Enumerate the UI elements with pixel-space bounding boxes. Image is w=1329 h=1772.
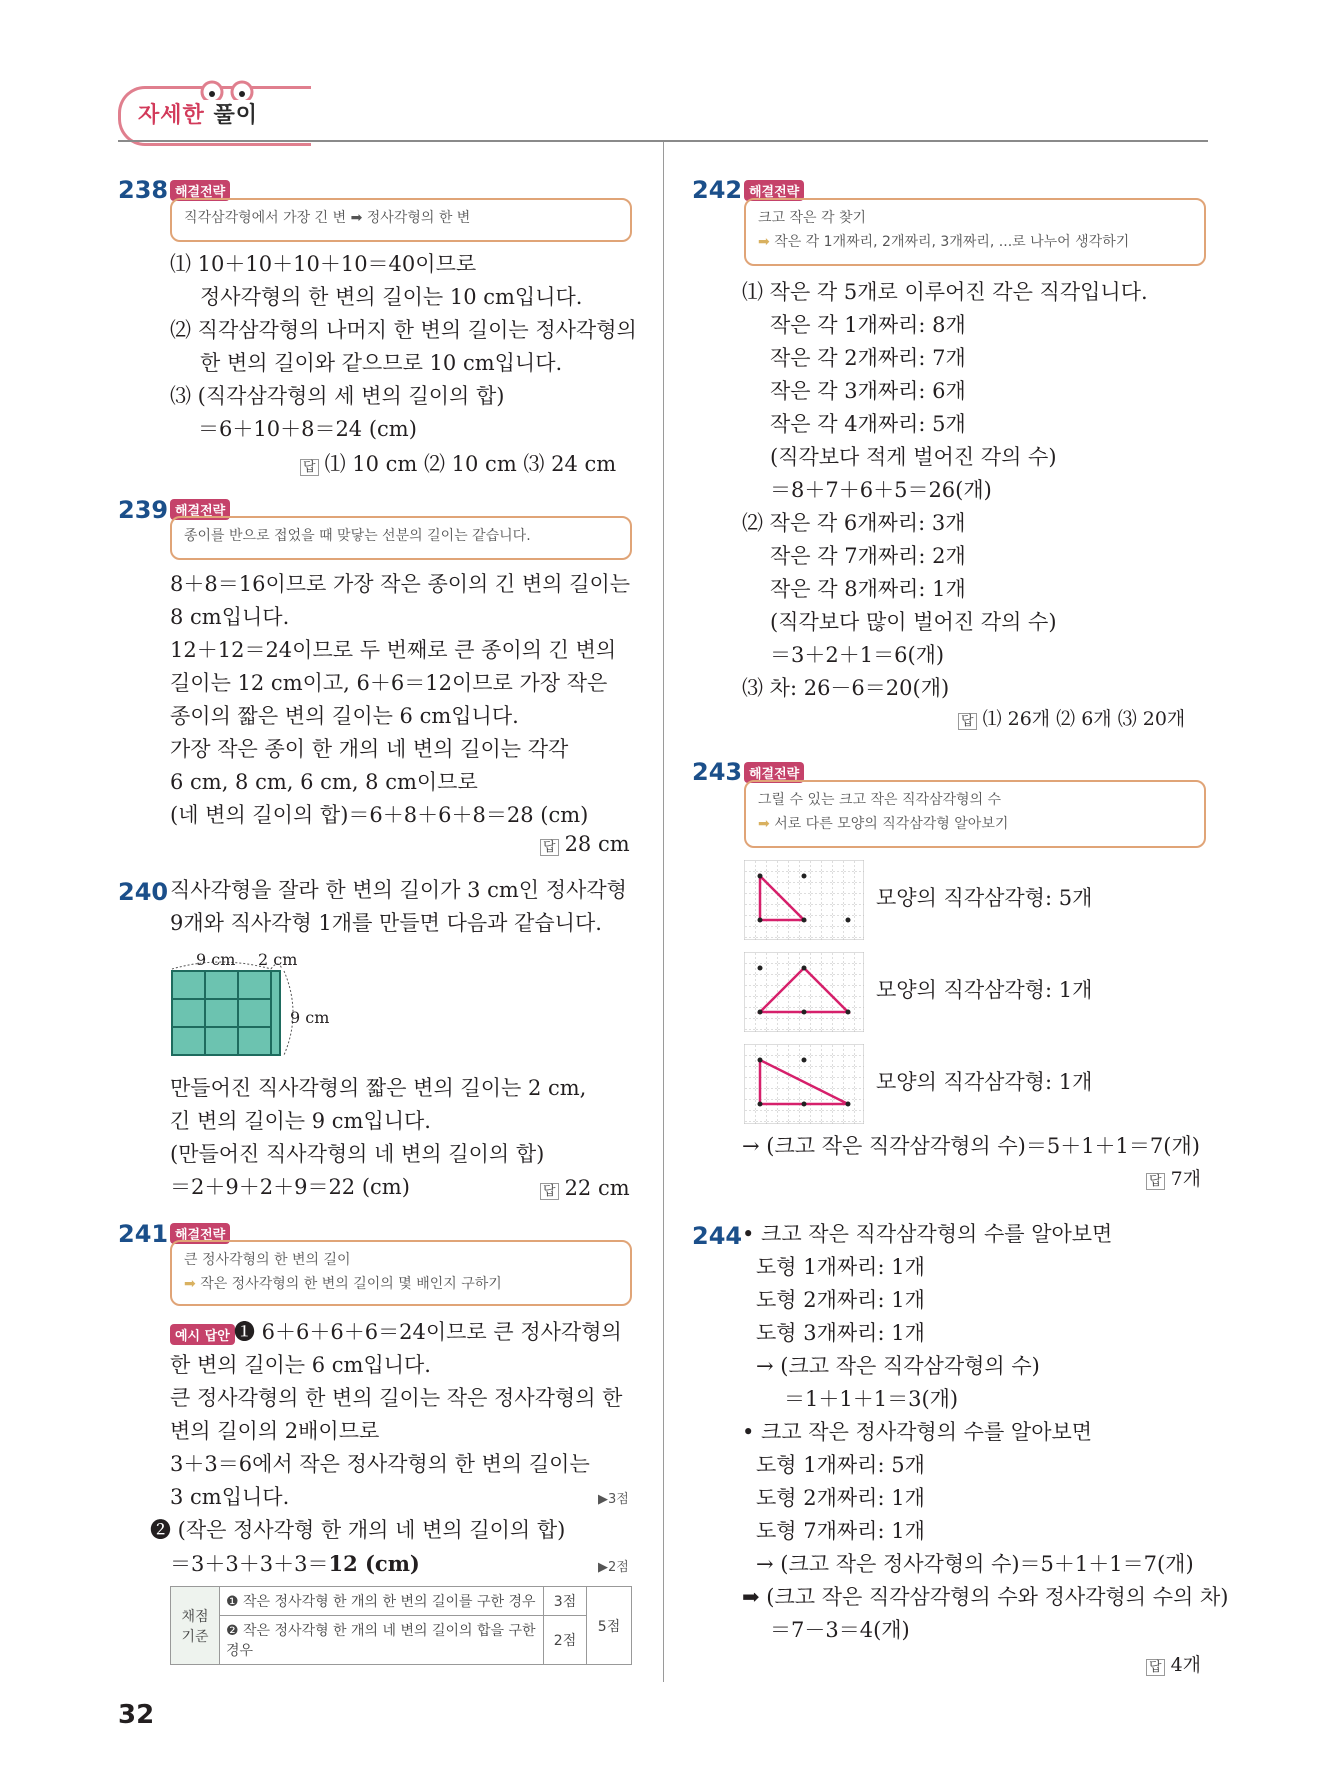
points-2: ▶2점 <box>598 1560 629 1575</box>
strategy-box: 종이를 반으로 접었을 때 맞닿는 선분의 길이는 같습니다. <box>170 516 632 560</box>
example-answer-tag: 예시 답안 <box>170 1324 235 1345</box>
points-3: ▶3점 <box>598 1492 629 1507</box>
answer-242: 답 ⑴ 26개 ⑵ 6개 ⑶ 20개 <box>958 704 1185 731</box>
problem-number: 239 <box>118 496 169 524</box>
strategy-tag: 해결전략 <box>170 1223 230 1244</box>
strategy-tag: 해결전략 <box>744 762 804 783</box>
strategy-box: 그릴 수 있는 크고 작은 직각삼각형의 수 ➡ 서로 다른 모양의 직각삼각형 알아보기 <box>744 780 1206 848</box>
grading-score: 3점 <box>544 1587 587 1616</box>
problem-number: 242 <box>692 176 743 204</box>
fig-label-2cm: 2 cm <box>258 950 298 969</box>
solution-239: 8＋8＝16이므로 가장 작은 종이의 긴 변의 길이는 8 cm입니다. 12＋12＝24이므로 두 번째로 큰 종이의 긴 변의 길이는 12 cm이고, 6＋6＝12이므로 가장 작은 종이의 짧은 변의 길이는 6 cm입니다. 가장 작은 종이 한 개의 네 변의 길이는 각각 6 cm, 8 cm, 6 cm, 8 cm이므로 (네 변의 길이의 합)＝6＋8＋6＋8＝28 (cm) <box>170 572 631 827</box>
problem-number: 240 <box>118 878 169 906</box>
strategy-tag: 해결전략 <box>170 180 230 201</box>
problem-number: 238 <box>118 176 169 204</box>
grading-total: 5점 <box>587 1587 632 1665</box>
answer-243: 답 7개 <box>1146 1164 1201 1191</box>
shape-count-3: 모양의 직각삼각형: 1개 <box>876 1070 1093 1094</box>
solution-238: ⑴ 10＋10＋10＋10＝40이므로 정사각형의 한 변의 길이는 10 cm입니다. ⑵ 직각삼각형의 나머지 한 변의 길이는 정사각형의 한 변의 길이와 같으므로 10 cm입니다. ⑶ (직각삼각형의 세 변의 길이의 합) ＝6＋10＋8＝24 (cm) <box>170 252 637 441</box>
problem-number: 243 <box>692 758 743 786</box>
problem-number: 241 <box>118 1220 169 1248</box>
dot-grid-triangle-3 <box>744 1044 864 1124</box>
fig-label-9cm: 9 cm <box>196 950 236 969</box>
answer-244: 답 4개 <box>1146 1650 1201 1677</box>
shape-count-2: 모양의 직각삼각형: 1개 <box>876 978 1093 1002</box>
problem-number: 244 <box>692 1222 743 1250</box>
grading-label: 채점 기준 <box>171 1587 220 1665</box>
solution-242: ⑴ 작은 각 5개로 이루어진 각은 직각입니다. 작은 각 1개짜리: 8개 작은 각 2개짜리: 7개 작은 각 3개짜리: 6개 작은 각 4개짜리: 5개 (직각보다 적게 벌어진 각의 수) ＝8＋7＋6＋5＝26(개) ⑵ 작은 각 6개짜리: 3개 작은 각 7개짜리: 2개 작은 각 8개짜리: 1개 (직각보다 많이 벌어진 각의 수) ＝3＋2＋1＝6(개) ⑶ 차: 26－6＝20(개) <box>742 280 1148 700</box>
grading-criterion: ❷ 작은 정사각형 한 개의 네 변의 길이의 합을 구한 경우 <box>220 1616 544 1665</box>
solution-241-line1: ❶ 6＋6＋6＋6＝24이므로 큰 정사각형의 <box>234 1320 622 1344</box>
column-divider <box>663 142 664 1682</box>
strategy-box: 큰 정사각형의 한 변의 길이 ➡ 작은 정사각형의 한 변의 길이의 몇 배인지 구하기 <box>170 1240 632 1306</box>
answer-239: 답 28 cm <box>540 832 630 856</box>
strategy-box: 직각삼각형에서 가장 긴 변 ➡ 정사각형의 한 변 <box>170 198 632 242</box>
conclusion-243: → (크고 작은 직각삼각형의 수)＝5＋1＋1＝7(개) <box>742 1134 1200 1158</box>
grading-score: 2점 <box>544 1616 587 1665</box>
solution-241: 한 변의 길이는 6 cm입니다. 큰 정사각형의 한 변의 길이는 작은 정사각형의 한 변의 길이의 2배이므로 3＋3＝6에서 작은 정사각형의 한 변의 길이는 3 cm입니다. <box>170 1353 623 1509</box>
rectangle-figure <box>160 945 340 1065</box>
answer-238: 답 ⑴ 10 cm ⑵ 10 cm ⑶ 24 cm <box>300 448 616 478</box>
strategy-tag: 해결전략 <box>744 180 804 201</box>
solution-240: 만들어진 직사각형의 짧은 변의 길이는 2 cm, 긴 변의 길이는 9 cm입니다. (만들어진 직사각형의 네 변의 길이의 합) ＝2＋9＋2＋9＝22 (cm) <box>170 1076 587 1199</box>
solution-241-final: ＝3＋3＋3＋3＝12 (cm) <box>170 1551 420 1576</box>
grading-table <box>170 1586 632 1665</box>
dot-grid-triangle-1 <box>744 860 864 940</box>
grading-criterion: ❶ 작은 정사각형 한 개의 한 변의 길이를 구한 경우 <box>220 1587 544 1616</box>
eyes-icon <box>198 78 260 100</box>
fig-label-9cm-right: 9 cm <box>290 1008 330 1027</box>
strategy-box: 크고 작은 각 찾기 ➡ 작은 각 1개짜리, 2개짜리, 3개짜리, ...로 나누어 생각하기 <box>744 198 1206 266</box>
page-number: 32 <box>118 1700 155 1730</box>
problem-240-text: 직사각형을 잘라 한 변의 길이가 3 cm인 정사각형 9개와 직사각형 1개를 만들면 다음과 같습니다. <box>170 878 627 935</box>
header-title: 자세한 풀이 <box>138 103 258 128</box>
answer-240: 답 22 cm <box>540 1176 630 1200</box>
dot-grid-triangle-2 <box>744 952 864 1032</box>
solution-244: • 크고 작은 직각삼각형의 수를 알아보면 도형 1개짜리: 1개 도형 2개짜리: 1개 도형 3개짜리: 1개 → (크고 작은 직각삼각형의 수) ＝1＋1＋1＝3(개) • 크고 작은 정사각형의 수를 알아보면 도형 1개짜리: 5개 도형 2개짜리: 1개 도형 7개짜리: 1개 → (크고 작은 정사각형의 수)＝5＋1＋1＝7(개) ➡ (크고 작은 직각삼각형의 수와 정사각형의 수의 차) ＝7－3＝4(개) <box>742 1222 1229 1642</box>
shape-count-1: 모양의 직각삼각형: 5개 <box>876 886 1093 910</box>
solution-241-line7: ❷ (작은 정사각형 한 개의 네 변의 길이의 합) <box>150 1518 566 1542</box>
strategy-tag: 해결전략 <box>170 499 230 520</box>
